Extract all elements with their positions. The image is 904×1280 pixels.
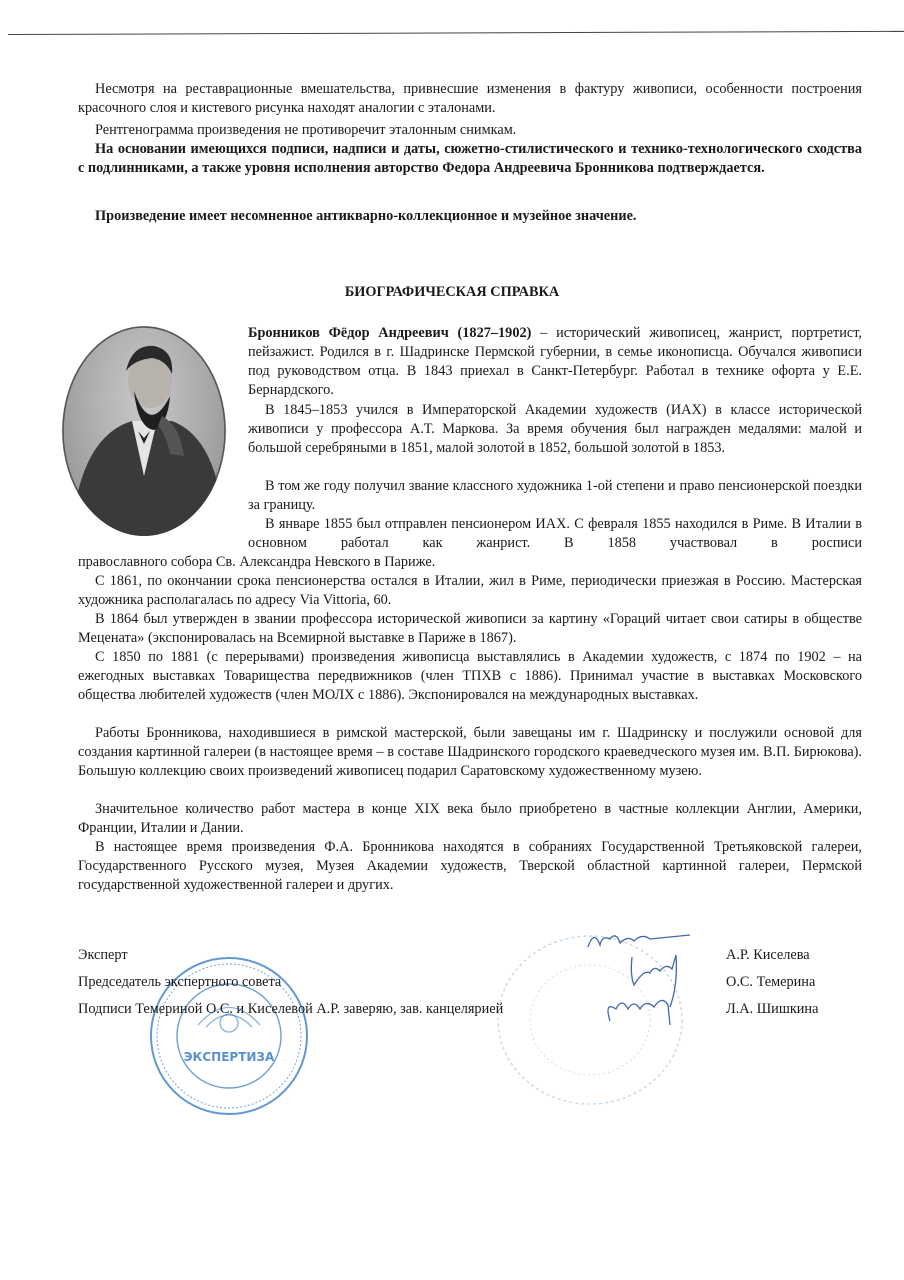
- bio-heading: БИОГРАФИЧЕСКАЯ СПРАВКА: [344, 284, 560, 300]
- intro-paragraph-2: Рентгенограмма произведения не противоречит эталонным снимкам.: [95, 122, 517, 138]
- significance-paragraph: Произведение имеет несомненное антикварно-коллекционное и музейное значение.: [95, 208, 637, 224]
- bio-paragraph-4a: В январе 1855 был отправлен пенсионером ИАХ. С февраля 1855 находился в Риме. В Италии в основном работал как жанрист. В 1858 участвовал в росписи: [248, 516, 862, 551]
- bio-paragraph-1: [248, 324, 862, 400]
- bio-paragraph-2: В 1845–1853 учился в Императорской Академии художеств (ИАХ) в классе исторической живописи у профессора А.Т. Маркова. За время обучения был награжден медалями: малой и большой серебряными в 1851, малой золотой в 1852, большой золотой в 1853.: [248, 402, 862, 456]
- signature-name-expert: А.Р. Киселева: [726, 947, 810, 963]
- bio-paragraph-10: В настоящее время произведения Ф.А. Бронникова находятся в собраниях Государственной Третьяковской галереи, Государственного Русского музея, Музея Академии художеств, Тверской областной картинной галереи, Пермской государственной художественной галереи и других.: [78, 839, 862, 893]
- signature-role-clerk: Подписи Темериной О.С. и Киселевой А.Р. заверяю, зав. канцелярией: [78, 1001, 504, 1017]
- artist-name: Бронников Фёдор Андреевич (1827–1902): [248, 325, 532, 341]
- conclusion-paragraph: На основании имеющихся подписи, надписи и даты, сюжетно-стилистического и технико-технологического сходства с подлинниками, а также уровня исполнения авторство Федора Андреевича Бронникова подтверждается.: [78, 141, 862, 176]
- portrait-figure-icon: [62, 326, 226, 536]
- bio-paragraph-9: Значительное количество работ мастера в конце XIX века было приобретено в частные коллекции Англии, Америки, Франции, Италии и Дании.: [78, 801, 862, 836]
- intro-paragraph-1: Несмотря на реставрационные вмешательства, привнесшие изменения в фактуру живописи, особенности построения красочного слоя и кистевого рисунка находят аналогии с эталонами.: [78, 81, 862, 116]
- signature-role-expert: Эксперт: [78, 947, 128, 963]
- signature-name-chair: О.С. Темерина: [726, 974, 816, 990]
- bio-paragraph-6: В 1864 был утвержден в звании профессора исторической живописи за картину «Гораций читает свои сатиры в обществе Мецената» (экспонировалась на Всемирной выставке в Париже в 1867).: [78, 611, 862, 646]
- signature-name-clerk: Л.А. Шишкина: [726, 1001, 819, 1017]
- bio-paragraph-4b: православного собора Св. Александра Невского в Париже.: [78, 554, 436, 570]
- bio-paragraph-3: В том же году получил звание классного художника 1-ой степени и право пенсионерской поездки за границу.: [248, 478, 862, 513]
- stamp-text: ЭКСПЕРТИЗА: [183, 1050, 275, 1064]
- signature-scribbles: [580, 925, 730, 1035]
- top-rule: [8, 31, 904, 35]
- bio-paragraph-1-text: – исторический живописец, жанрист, портретист, пейзажист. Родился в г. Шадринске Пермской губернии, в семье иконописца. Обучался живописи под руководством отца. В 1843 приехал в Санкт-Петербург. Работал в технике офорта у Е.Е. Бернардского.: [248, 325, 862, 398]
- portrait-photo: [62, 326, 226, 536]
- bio-paragraph-8: Работы Бронникова, находившиеся в римской мастерской, были завещаны им г. Шадринску и послужили основой для создания картинной галереи (в настоящее время – в составе Шадринского городского краеведческого музея им. В.П. Бирюкова). Большую коллекцию своих произведений живописец подарил Саратовскому художественному музею.: [78, 725, 862, 779]
- signature-role-chair: Председатель экспертного совета: [78, 974, 282, 990]
- bio-paragraph-7: С 1850 по 1881 (с перерывами) произведения живописца выставлялись в Академии художеств, с 1874 по 1902 – на ежегодных выставках Товарищества передвижников (член ТПХВ с 1886). Принимал участие в выставках Московского общества любителей художеств (член МОЛХ с 1886). Экспонировался на международных выставках.: [78, 649, 862, 703]
- bio-paragraph-5: С 1861, по окончании срока пенсионерства остался в Италии, жил в Риме, периодически приезжая в Россию. Мастерская художника располагалась по адресу Via Vittoria, 60.: [78, 573, 862, 608]
